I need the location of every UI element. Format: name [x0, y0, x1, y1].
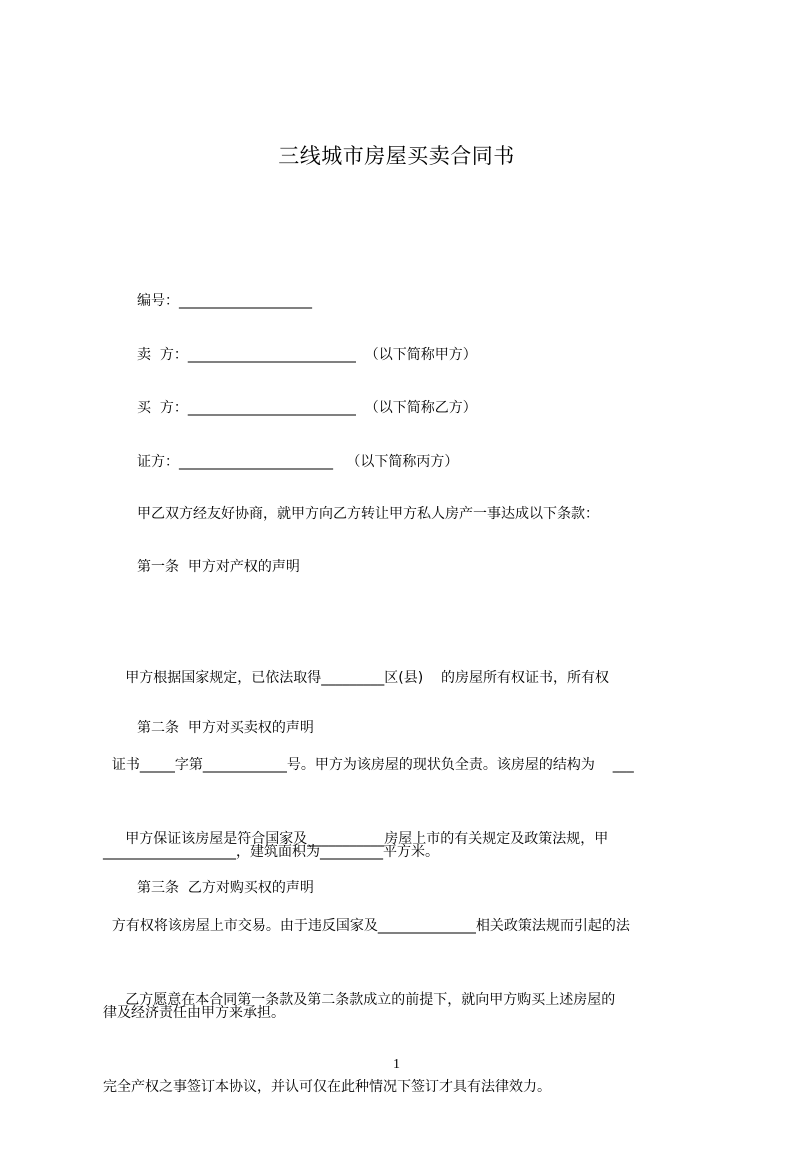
contract-number-line: 编号：___________________	[137, 293, 312, 309]
article-1-line: ___________________，建筑面积为_________平方米。	[103, 844, 439, 860]
seller-line: 卖 方：________________________ （以下简称甲方）	[137, 347, 477, 363]
article-2-line: 律及经济责任由甲方来承担。	[103, 1005, 285, 1021]
buyer-line: 买 方：________________________ （以下简称乙方）	[137, 400, 477, 416]
witness-line: 证方：______________________ （以下简称丙方）	[137, 454, 459, 470]
article-3-line: 完全产权之事签订本协议，并认可仅在此种情况下签订才具有法律效力。	[103, 1079, 551, 1095]
article-1-line: 证书_____字第____________号。甲方为该房屋的现状负全责。该房屋的结构为 ___	[103, 757, 634, 773]
article-1-heading: 第一条 甲方对产权的声明	[137, 559, 300, 575]
article-3-line: 乙方愿意在本合同第一条款及第二条款成立的前提下，就向甲方购买上述房屋的	[103, 992, 616, 1008]
article-3-heading: 第三条 乙方对购买权的声明	[137, 880, 314, 896]
page-number: 1	[393, 1057, 400, 1072]
article-2-heading: 第二条 甲方对买卖权的声明	[137, 720, 314, 736]
intro-paragraph: 甲乙双方经友好协商，就甲方向乙方转让甲方私人房产一事达成以下条款：	[137, 506, 599, 522]
article-2-line: 方有权将该房屋上市交易。由于违反国家及______________相关政策法规而引起的法	[103, 918, 630, 934]
article-2-line: 甲方保证该房屋是符合国家及___________房屋上市的有关规定及政策法规，甲	[103, 831, 609, 847]
article-3-body	[103, 928, 703, 1160]
document-title: 三线城市房屋买卖合同书	[278, 144, 515, 168]
article-1-line: 甲方根据国家规定，已依法取得_________区(县) 的房屋所有权证书，所有权	[103, 670, 609, 686]
